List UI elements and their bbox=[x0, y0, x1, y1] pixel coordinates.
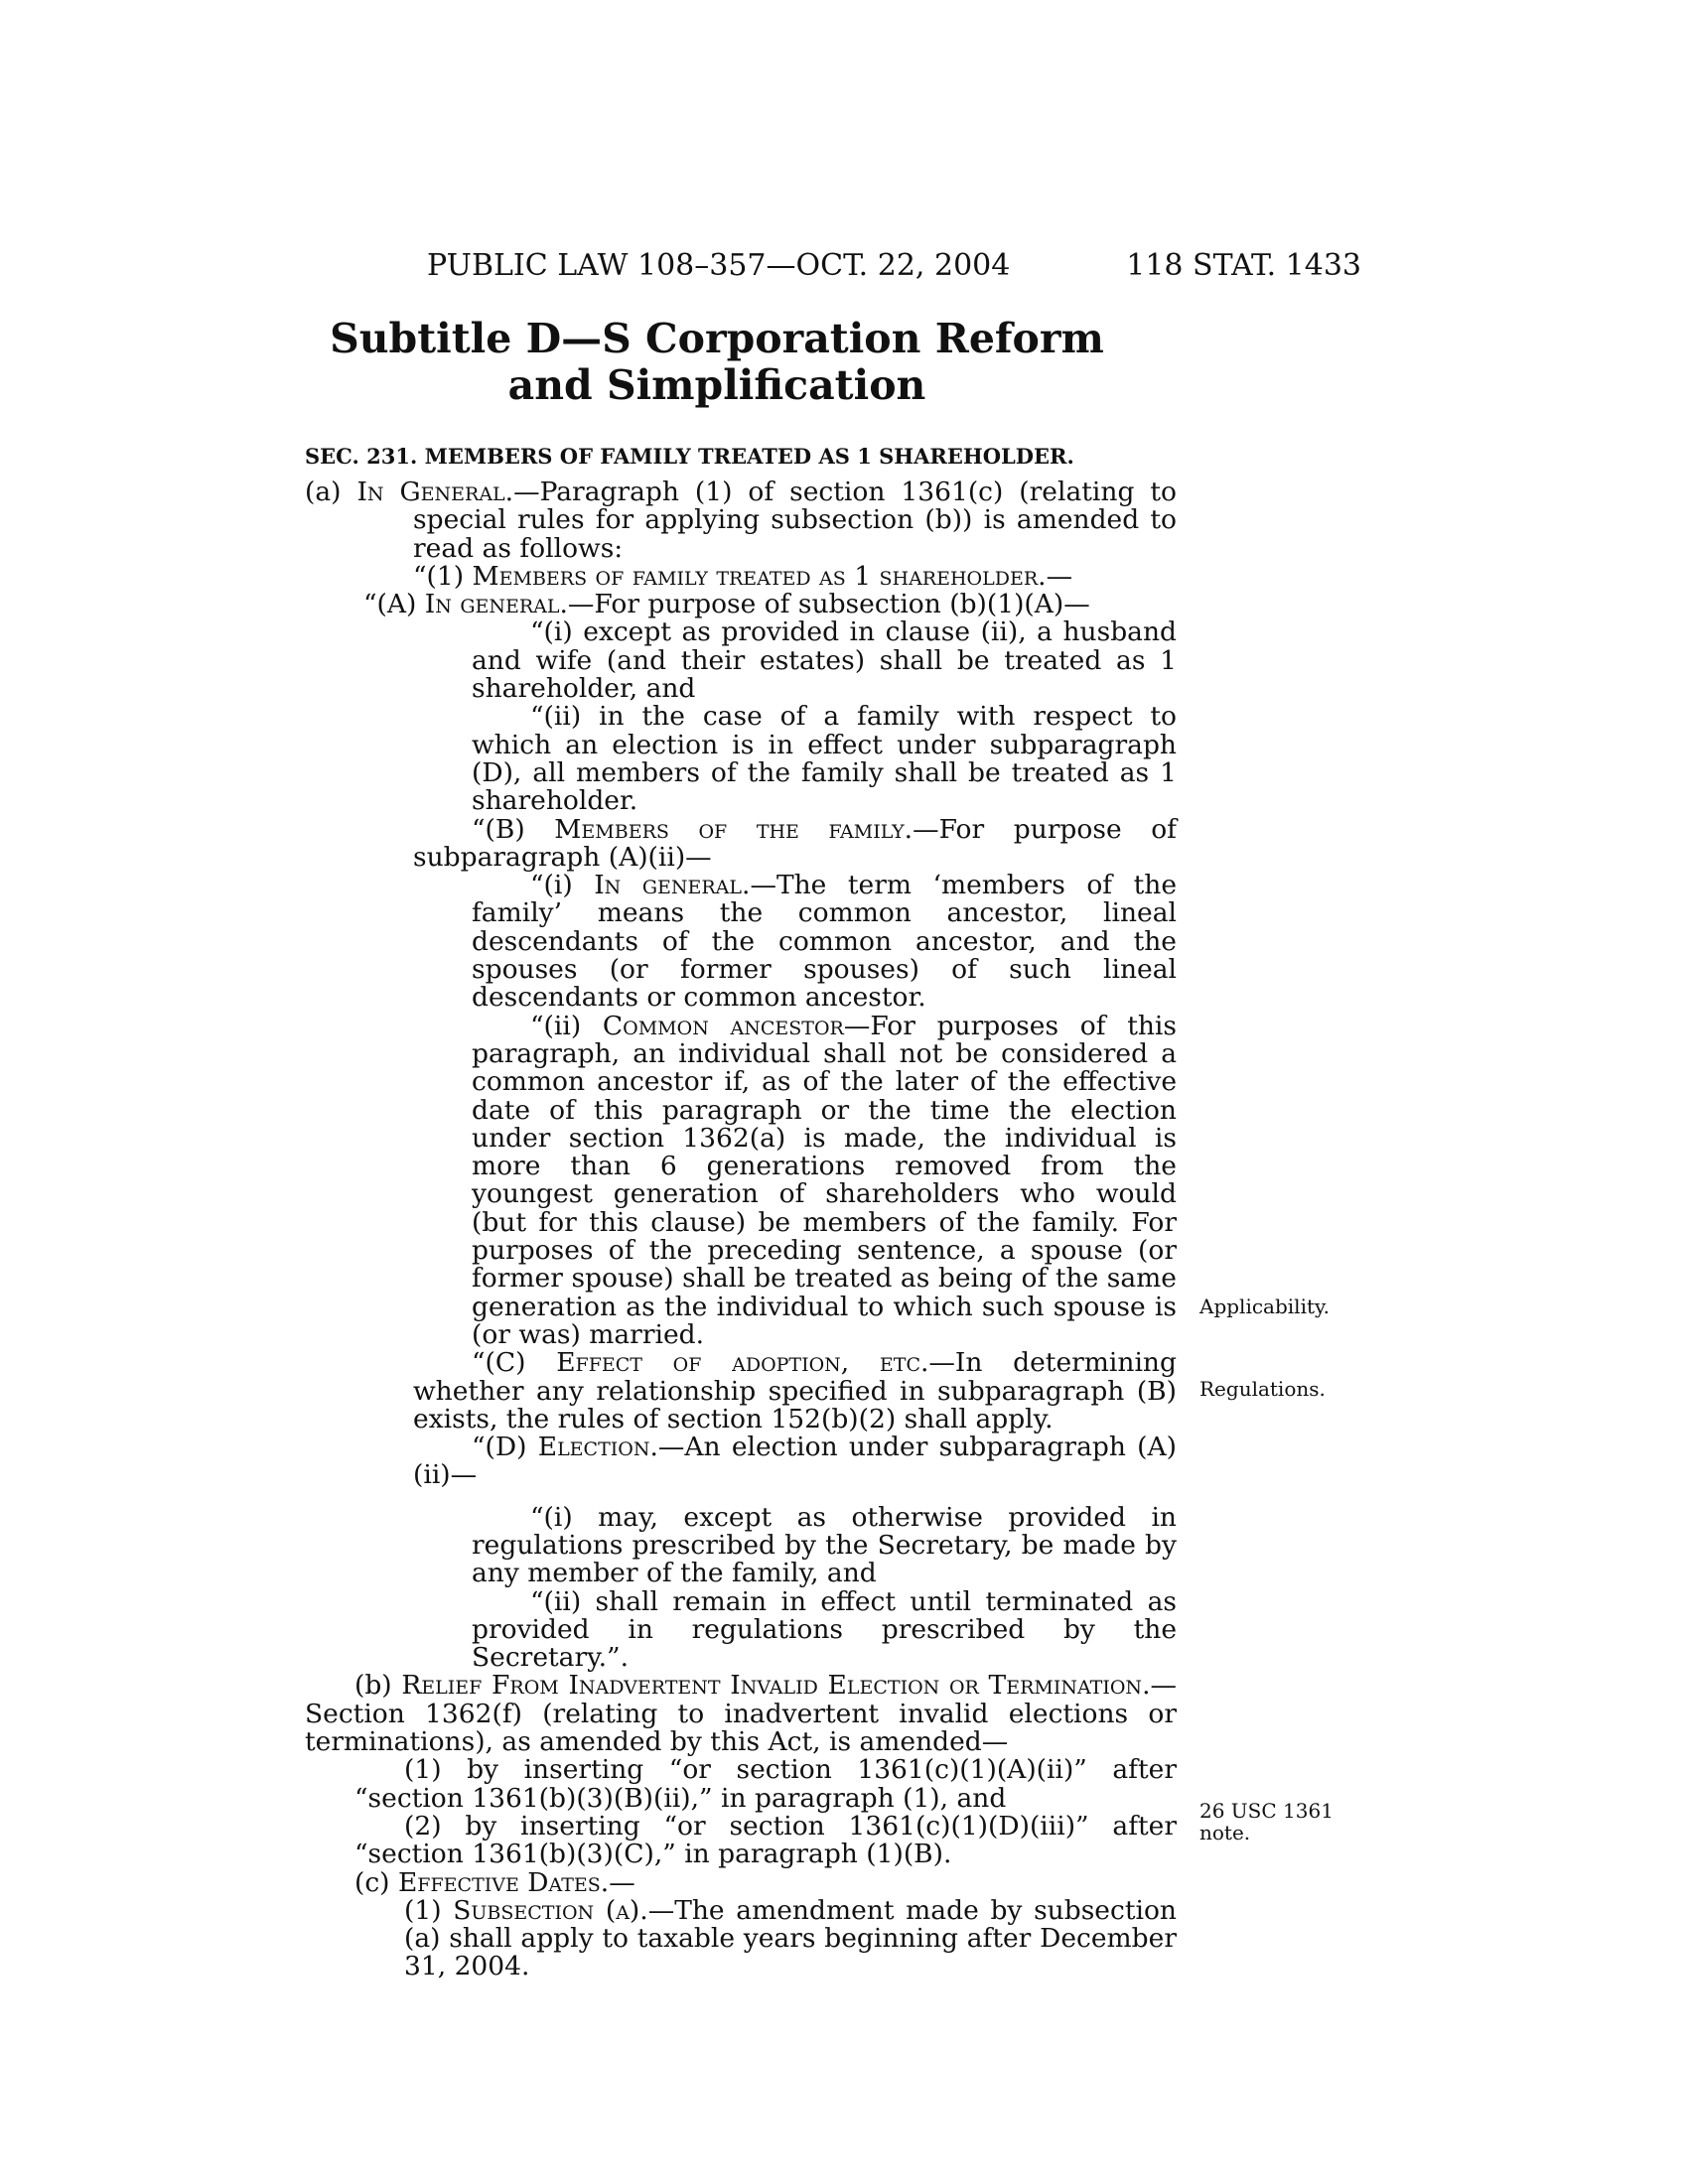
margin-note-applicability: Applicability. bbox=[1199, 1295, 1330, 1318]
paragraph-b-2: (2) by inserting “or section 1361(c)(1)(D)(iii)” after “section 1361(b)(3)(C),” in paragraph (1)(B). bbox=[354, 1810, 1177, 1870]
subsection-a: (a) In General.—Paragraph (1) of section 1361(c) (relating to special rules for applying subsection (b)) is amended to read as follows: bbox=[305, 477, 1177, 564]
subparagraph-A: “(A) In general.—For purpose of subsection (b)(1)(A)— bbox=[363, 589, 1090, 620]
margin-note-usc bbox=[1199, 1800, 1334, 1843]
clause-D-ii: “(ii) shall remain in effect until terminated as provided in regulations prescribed by the Secretary.”. bbox=[472, 1585, 1177, 1674]
paragraph-c-1: (1) Subsection (a).—The amendment made by subsection (a) shall apply to taxable years beginning after December 31, 2004. bbox=[404, 1894, 1177, 1982]
clause-A-ii: “(ii) in the case of a family with respect to which an election is in effect under subparagraph (D), all members of the family shall be treated as 1 shareholder. bbox=[472, 701, 1177, 817]
paragraph-1-heading: “(1) Members of family treated as 1 shareholder.— bbox=[413, 560, 1073, 592]
section-body bbox=[305, 478, 1177, 1981]
running-header-left: PUBLIC LAW 108–357—OCT. 22, 2004 bbox=[427, 248, 1011, 283]
clause-A-i: “(i) except as provided in clause (ii), a husband and wife (and their estates) shall be treated as 1 shareholder, and bbox=[472, 616, 1177, 705]
subsection-c: (c) Effective Dates.— bbox=[354, 1866, 635, 1898]
margin-note-usc-line1: 26 USC 1361 bbox=[1199, 1799, 1334, 1823]
subparagraph-D: “(D) Election.—An election under subparagraph (A)(ii)— bbox=[413, 1432, 1177, 1491]
margin-note-regulations: Regulations. bbox=[1199, 1377, 1326, 1401]
subparagraph-C: “(C) Effect of adoption, etc.—In determining whether any relationship specified in subparagraph (B) exists, the rules of section 152(b)(2) shall apply. bbox=[413, 1347, 1177, 1434]
running-header-page: 118 STAT. 1433 bbox=[1126, 248, 1361, 283]
clause-B-i: “(i) In general.—The term ‘members of the family’ means the common ancestor, lineal descendants of the common ancestor, and the spouses (or former spouses) of such lineal descendants or common ancestor. bbox=[472, 870, 1177, 1014]
paragraph-b-1: (1) by inserting “or section 1361(c)(1)(A)(ii)” after “section 1361(b)(3)(B)(ii),” in paragraph (1), and bbox=[354, 1754, 1177, 1814]
subparagraph-B: “(B) Members of the family.—For purpose of subparagraph (A)(ii)— bbox=[413, 813, 1177, 873]
subtitle-heading: Subtitle D—S Corporation Reform and Simplification bbox=[330, 315, 1104, 409]
section-heading: SEC. 231. MEMBERS OF FAMILY TREATED AS 1 SHAREHOLDER. bbox=[305, 444, 1074, 469]
subsection-a-heading: In General bbox=[356, 477, 505, 507]
subsection-b: (b) Relief From Inadvertent Invalid Election or Termination.—Section 1362(f) (relating to inadvertent invalid elections or terminations), as amended by this Act, is amended— bbox=[305, 1670, 1177, 1758]
clause-D-i: “(i) may, except as otherwise provided in regulations prescribed by the Secretary, be made by any member of the family, and bbox=[472, 1501, 1177, 1589]
clause-B-ii: “(ii) Common ancestor—For purposes of this paragraph, an individual shall not be considered a common ancestor if, as of the later of the effective date of this paragraph or the time the election under section 1362(a) is made, the individual is more than 6 generations removed from the youngest generation of shareholders who would (but for this clause) be members of the family. For purposes of the preceding sentence, a spouse (or former spouse) shall be treated as being of the same generation as the individual to which such spouse is (or was) married. bbox=[472, 1010, 1177, 1350]
margin-note-usc-line2: note. bbox=[1199, 1821, 1251, 1844]
